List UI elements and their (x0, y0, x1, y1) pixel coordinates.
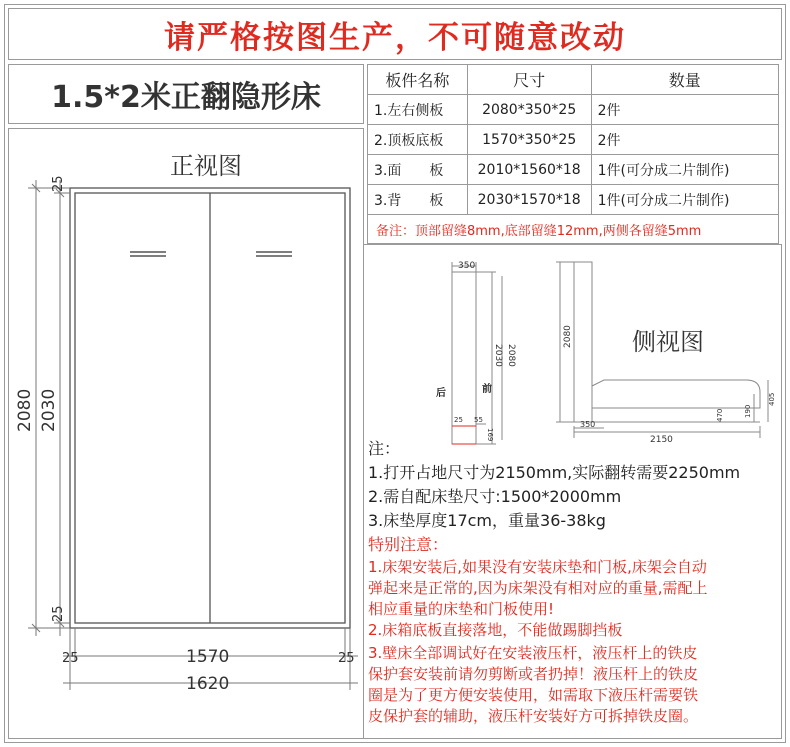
remark-text: 备注：顶部留缝8mm,底部留缝12mm,两侧各留缝5mm (376, 223, 702, 239)
part-size: 2030*1570*18 (467, 185, 591, 215)
side-height-dim: 2080 (563, 325, 573, 348)
part-name: 3.背 板 (368, 185, 468, 215)
warning-text: 请严格按图生产，不可随意改动 (164, 19, 626, 56)
section-width-dim: 350 (458, 261, 476, 271)
side-dim-405: 405 (768, 392, 776, 406)
section-dim-b: 55 (474, 416, 483, 424)
note-item: 3.床垫厚度17cm，重量36-38kg (368, 511, 606, 530)
part-size: 1570*350*25 (467, 125, 591, 155)
product-title-box (8, 64, 364, 124)
special-line: 2.床箱底板直接落地，不能做踢脚挡板 (368, 621, 623, 639)
part-qty: 2件 (591, 95, 778, 125)
notes-heading: 注： (368, 439, 401, 458)
note-item: 1.打开占地尺寸为2150mm,实际翻转需要2250mm (368, 463, 741, 482)
header-quantity: 数量 (591, 65, 778, 95)
part-size: 2010*1560*18 (467, 155, 591, 185)
special-heading: 特别注意： (368, 535, 449, 554)
special-line: 3.壁床全部调试好在安装液压杆，液压杆上的铁皮 (368, 644, 698, 662)
section-inner-height: 2030 (493, 344, 503, 367)
note-item: 2.需自配床垫尺寸:1500*2000mm (368, 487, 622, 506)
part-name: 3.面 板 (368, 155, 468, 185)
section-drawing (430, 256, 530, 452)
top-gap-dim: 25 (51, 175, 66, 192)
product-title: 1.5*2米正翻隐形床 (51, 80, 321, 115)
special-item-2 (368, 620, 778, 641)
parts-table (367, 64, 779, 215)
open-bed-outline (592, 380, 760, 408)
section-dim-c: 169 (486, 428, 494, 442)
part-size: 2080*350*25 (467, 95, 591, 125)
part-qty: 1件(可分成二片制作) (591, 185, 778, 215)
table-row (368, 95, 779, 125)
special-line: 保护套安装前请勿剪断或者扔掉！液压杆上的铁皮 (368, 665, 699, 683)
back-label: 后 (436, 388, 446, 399)
header-part-name: 板件名称 (368, 65, 468, 95)
remark-row (367, 214, 779, 244)
header-size: 尺寸 (467, 65, 591, 95)
inner-width-dim: 1570 (186, 647, 230, 667)
part-qty: 1件(可分成二片制作) (591, 155, 778, 185)
part-name: 2.顶板底板 (368, 125, 468, 155)
side-view-label: 侧视图 (632, 328, 704, 356)
special-item-1 (368, 557, 778, 620)
front-view-label: 正视图 (170, 152, 242, 180)
table-row (368, 155, 779, 185)
side-dim-190: 190 (744, 404, 752, 418)
special-line: 圈是为了更方便安装使用，如需取下液压杆需要铁 (368, 686, 699, 704)
special-line: 弹起来是正常的,因为床架没有相对应的重量,需配上 (368, 579, 708, 597)
warning-banner (8, 8, 782, 60)
side-view-cabinet (574, 262, 592, 422)
open-length-dim: 2150 (650, 435, 673, 442)
front-label: 前 (482, 384, 492, 395)
right-side-dim: 25 (338, 651, 355, 666)
special-line: 皮保护套的辅助，液压杆安装好方可拆掉铁皮圈。 (368, 707, 699, 725)
outer-height-dim: 2080 (15, 388, 35, 432)
table-header-row (368, 65, 779, 95)
bottom-gap-dim: 25 (51, 605, 66, 622)
outer-width-dim: 1620 (186, 674, 230, 694)
special-item-3 (368, 643, 778, 727)
section-outer-height: 2080 (506, 344, 516, 367)
inner-height-dim: 2030 (39, 388, 59, 432)
special-line: 相应重量的床垫和门板使用! (368, 600, 555, 618)
section-dim-a: 25 (454, 416, 463, 424)
table-row (368, 125, 779, 155)
table-row (368, 185, 779, 215)
left-side-dim: 25 (62, 651, 79, 666)
part-qty: 2件 (591, 125, 778, 155)
special-line: 1.床架安装后,如果没有安装床垫和门板,床架会自动 (368, 558, 707, 576)
part-name: 1.左右侧板 (368, 95, 468, 125)
side-depth-dim: 350 (580, 420, 596, 429)
side-dim-470: 470 (716, 408, 724, 422)
front-view-drawing (8, 170, 364, 710)
